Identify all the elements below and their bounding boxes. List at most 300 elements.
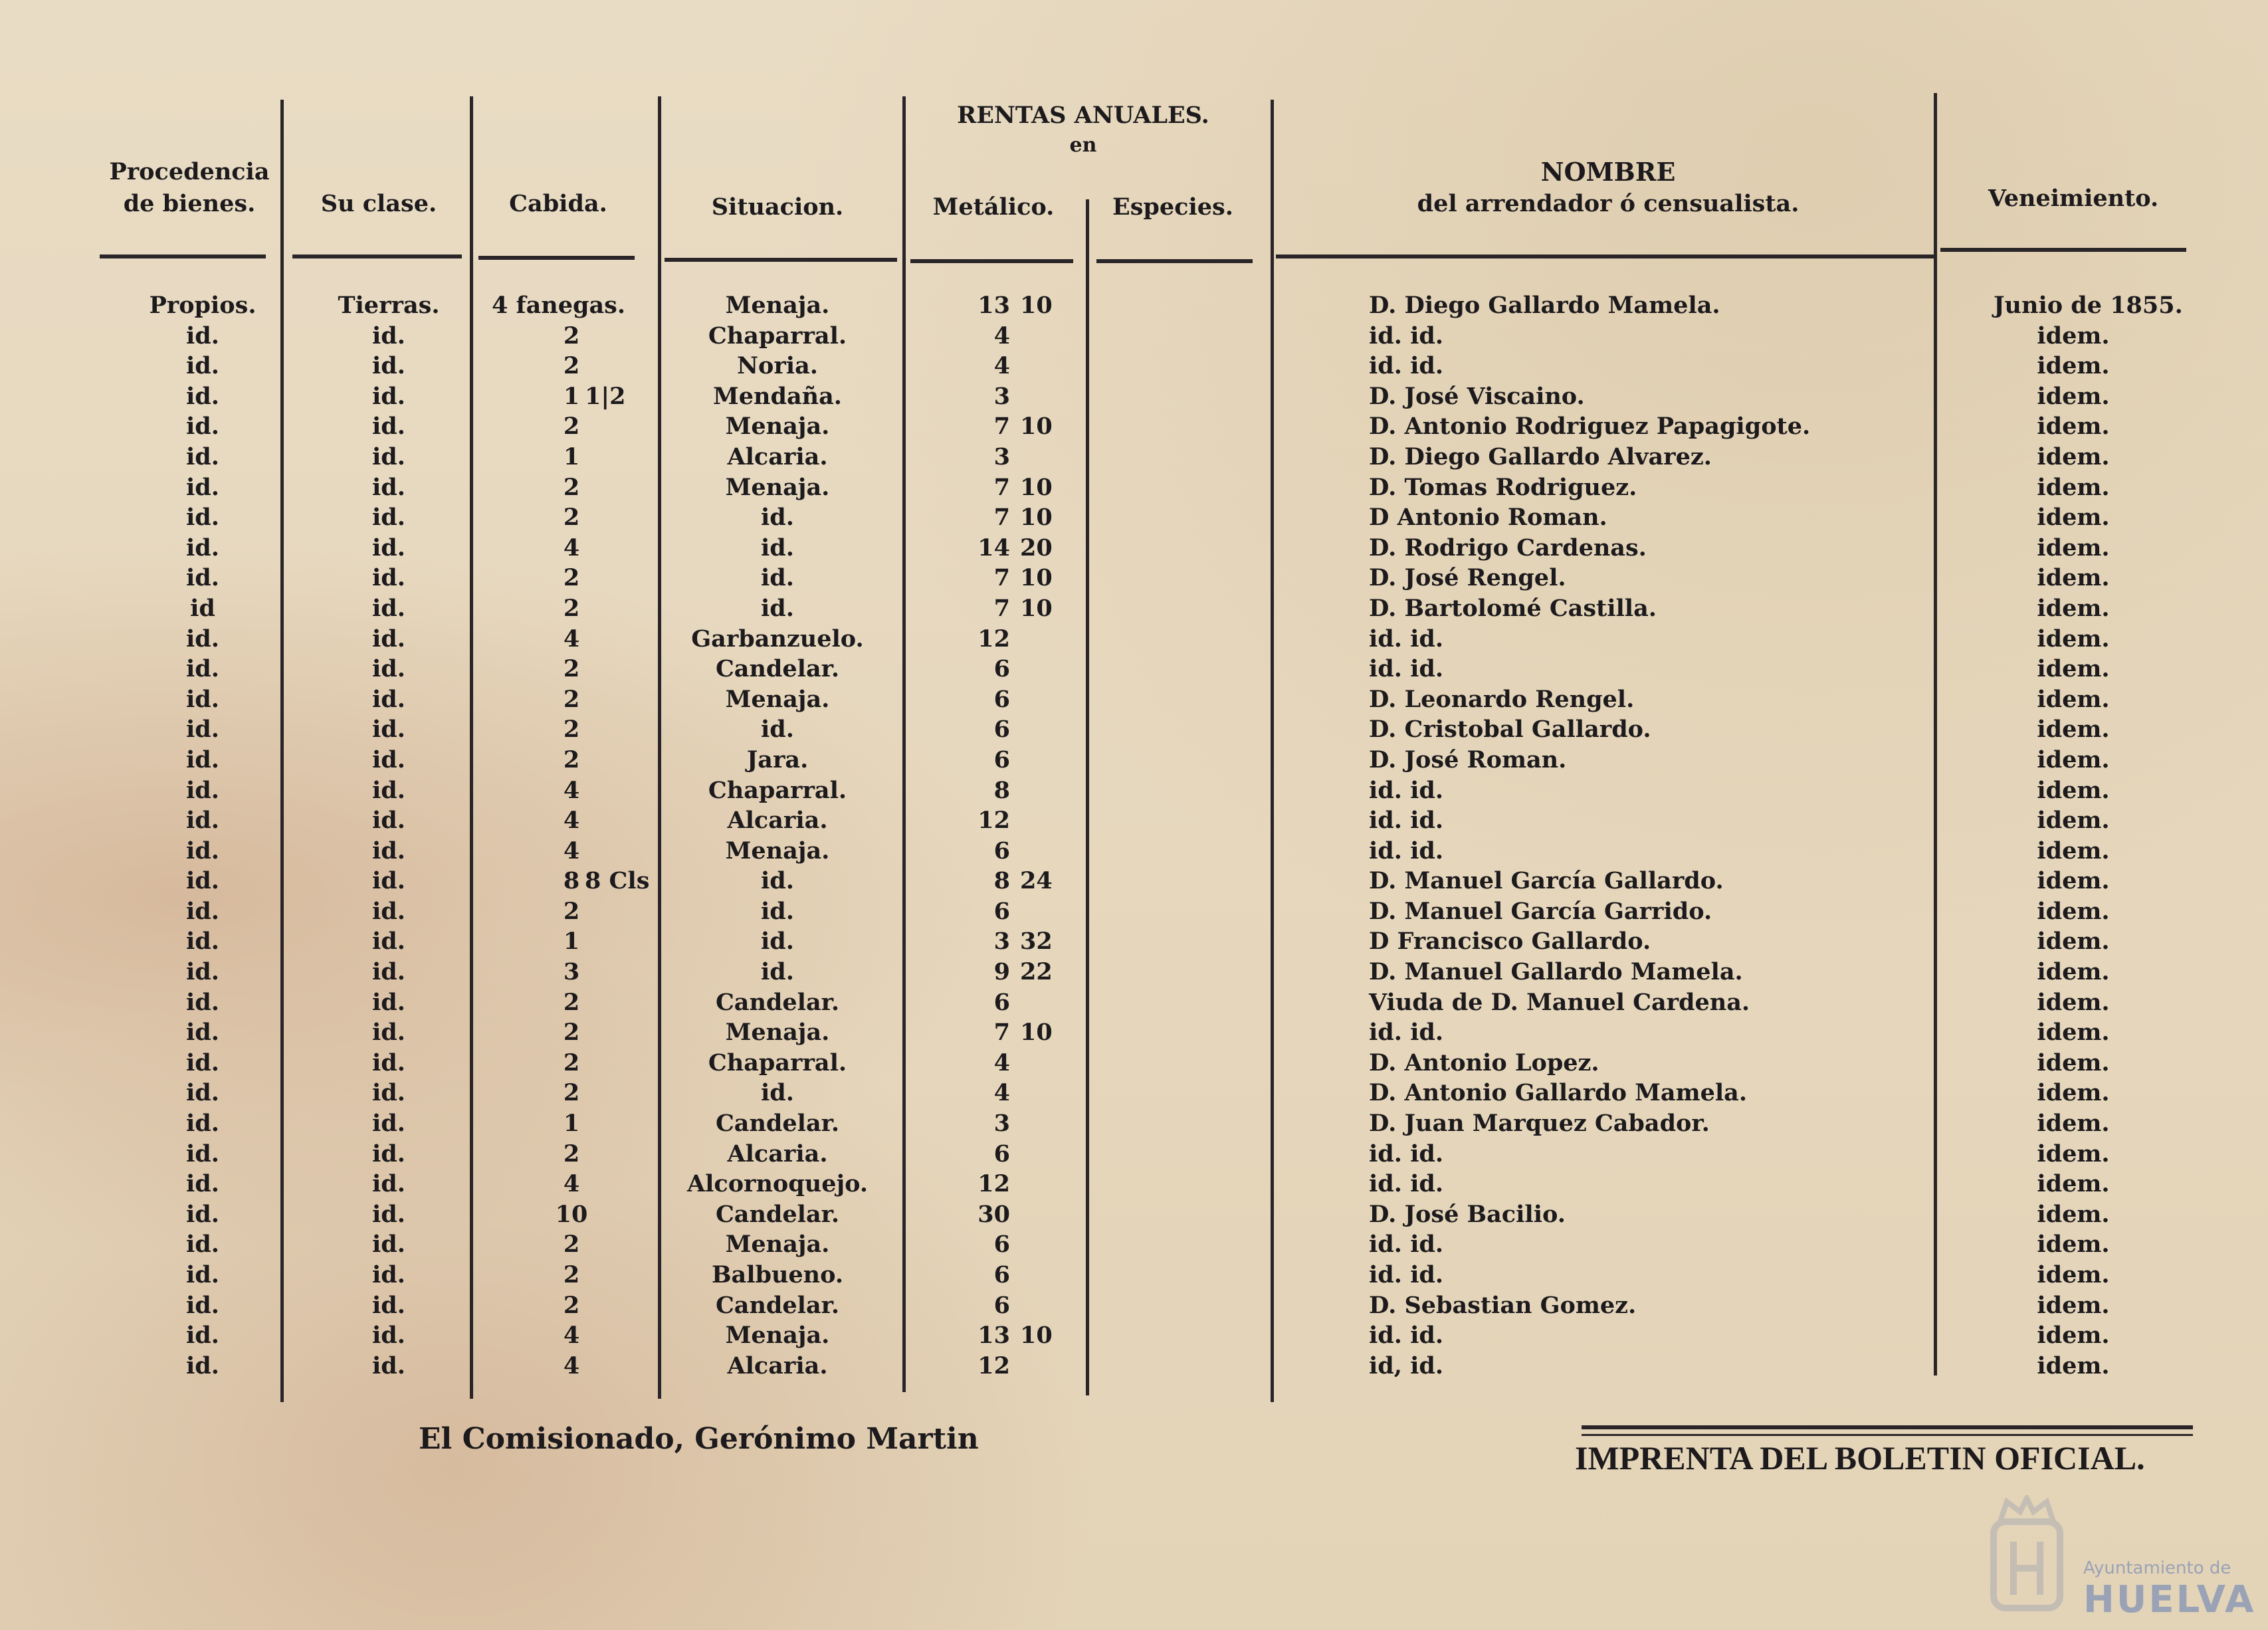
- cell-situacion: Alcaria.: [727, 1352, 828, 1379]
- cell-nombre: id. id.: [1369, 1261, 1444, 1288]
- cell-clase: id.: [372, 716, 405, 744]
- cell-vencimiento: idem.: [2037, 1049, 2110, 1076]
- cell-metalico-maravedis: 10: [1020, 504, 1053, 532]
- cell-nombre: D. Sebastian Gomez.: [1369, 1291, 1637, 1319]
- header-vencimiento: Veneimiento.: [1988, 185, 2159, 212]
- cell-situacion: id.: [761, 1079, 794, 1107]
- cell-nombre: id. id.: [1369, 625, 1444, 653]
- cell-vencimiento: idem.: [2037, 1140, 2110, 1168]
- cell-clase: id.: [372, 1200, 405, 1228]
- cell-metalico-reales: 8: [993, 867, 1010, 895]
- cell-metalico-reales: 7: [993, 594, 1010, 622]
- table-row: [0, 1139, 2268, 1170]
- cell-clase: id.: [372, 594, 405, 622]
- cell-situacion: id.: [761, 958, 794, 986]
- footer-comisionado: El Comisionado, Gerónimo Martin: [419, 1422, 979, 1456]
- cell-clase: id.: [372, 928, 405, 956]
- cell-vencimiento: idem.: [2037, 655, 2110, 683]
- table-row: [0, 593, 2268, 624]
- cell-cabida: 2: [563, 1231, 580, 1259]
- cell-procedencia: id.: [186, 776, 219, 804]
- cell-vencimiento: Junio de 1855.: [1994, 292, 2183, 319]
- cell-nombre: D. Diego Gallardo Alvarez.: [1369, 443, 1712, 470]
- cell-metalico-reales: 6: [993, 1261, 1010, 1288]
- cell-cabida: 4: [563, 534, 580, 561]
- cell-cabida: 4: [563, 807, 580, 835]
- cell-vencimiento: idem.: [2037, 534, 2110, 561]
- cell-cabida: 1: [563, 443, 580, 470]
- cell-clase: id.: [372, 1079, 405, 1107]
- cell-cabida: 4: [563, 776, 580, 804]
- cell-clase: id.: [372, 1352, 405, 1379]
- cell-cabida: 2: [563, 1291, 580, 1319]
- cell-procedencia: id.: [186, 625, 219, 653]
- table-row: [0, 411, 2268, 442]
- cell-clase: id.: [372, 837, 405, 865]
- cell-cabida-fraction: 8 Cls: [585, 867, 650, 895]
- table-row: [0, 563, 2268, 593]
- cell-procedencia: id.: [186, 1322, 219, 1350]
- cell-clase: id.: [372, 685, 405, 713]
- header-procedencia: Procedencia de bienes.: [109, 158, 270, 217]
- header-rentas-en: en: [1069, 134, 1097, 157]
- cell-vencimiento: idem.: [2037, 352, 2110, 380]
- cell-situacion: Alcaria.: [727, 443, 828, 470]
- header-especies: Especies.: [1112, 193, 1233, 221]
- cell-situacion: Noria.: [737, 352, 818, 380]
- table-row: [0, 442, 2268, 472]
- header-rule: [1940, 248, 2186, 252]
- table-row: [0, 957, 2268, 987]
- cell-procedencia: id.: [186, 473, 219, 501]
- cell-clase: id.: [372, 1110, 405, 1138]
- cell-clase: id.: [372, 776, 405, 804]
- cell-clase: id.: [372, 807, 405, 835]
- cell-nombre: D. Tomas Rodriguez.: [1369, 473, 1637, 501]
- cell-cabida: 4 fanegas.: [492, 292, 626, 319]
- table-row: [0, 624, 2268, 655]
- cell-clase: id.: [372, 1291, 405, 1319]
- cell-clase: id.: [372, 1322, 405, 1350]
- cell-clase: id.: [372, 322, 405, 350]
- cell-procedencia: id.: [186, 352, 219, 380]
- cell-situacion: Candelar.: [715, 1200, 840, 1228]
- cell-clase: id.: [372, 473, 405, 501]
- cell-procedencia: id.: [186, 1231, 219, 1259]
- cell-procedencia: id.: [186, 867, 219, 895]
- cell-situacion: Candelar.: [715, 655, 840, 683]
- cell-vencimiento: idem.: [2037, 322, 2110, 350]
- cell-situacion: Menaja.: [725, 1322, 830, 1350]
- table-row: [0, 1169, 2268, 1199]
- cell-situacion: Menaja.: [725, 292, 830, 319]
- cell-vencimiento: idem.: [2037, 413, 2110, 441]
- cell-metalico-reales: 14: [978, 534, 1010, 561]
- cell-metalico-reales: 7: [993, 1019, 1010, 1047]
- cell-nombre: D. Leonardo Rengel.: [1369, 685, 1635, 713]
- cell-situacion: Chaparral.: [708, 1049, 847, 1076]
- cell-cabida: 2: [563, 322, 580, 350]
- cell-metalico-reales: 12: [978, 1170, 1010, 1198]
- cell-metalico-reales: 6: [993, 655, 1010, 683]
- cell-cabida: 4: [563, 625, 580, 653]
- cell-cabida: 2: [563, 1079, 580, 1107]
- cell-vencimiento: idem.: [2037, 958, 2110, 986]
- cell-vencimiento: idem.: [2037, 1322, 2110, 1350]
- cell-metalico-reales: 7: [993, 564, 1010, 592]
- cell-metalico-reales: 13: [978, 1322, 1010, 1350]
- table-row: [0, 1108, 2268, 1139]
- cell-cabida: 4: [563, 1170, 580, 1198]
- cell-metalico-reales: 9: [993, 958, 1010, 986]
- cell-situacion: Mendaña.: [713, 382, 842, 410]
- cell-cabida: 1: [563, 1110, 580, 1138]
- cell-vencimiento: idem.: [2037, 716, 2110, 744]
- cell-cabida: 2: [563, 1261, 580, 1288]
- cell-situacion: Alcaria.: [727, 807, 828, 835]
- cell-vencimiento: idem.: [2037, 1110, 2110, 1138]
- cell-vencimiento: idem.: [2037, 594, 2110, 622]
- cell-metalico-reales: 8: [993, 776, 1010, 804]
- cell-cabida: 2: [563, 655, 580, 683]
- table-row: [0, 533, 2268, 563]
- cell-metalico-maravedis: 10: [1020, 1322, 1053, 1350]
- cell-situacion: id.: [761, 564, 794, 592]
- cell-vencimiento: idem.: [2037, 685, 2110, 713]
- cell-vencimiento: idem.: [2037, 807, 2110, 835]
- cell-procedencia: id.: [186, 382, 219, 410]
- cell-metalico-reales: 6: [993, 1140, 1010, 1168]
- cell-metalico-reales: 7: [993, 504, 1010, 532]
- cell-metalico-maravedis: 20: [1020, 534, 1053, 561]
- cell-vencimiento: idem.: [2037, 382, 2110, 410]
- cell-vencimiento: idem.: [2037, 473, 2110, 501]
- cell-situacion: id.: [761, 867, 794, 895]
- cell-clase: id.: [372, 1170, 405, 1198]
- cell-nombre: D. Antonio Gallardo Mamela.: [1369, 1079, 1748, 1107]
- cell-metalico-maravedis: 10: [1020, 594, 1053, 622]
- table-row: [0, 987, 2268, 1018]
- cell-situacion: Garbanzuelo.: [691, 625, 864, 653]
- cell-nombre: D. Antonio Rodriguez Papagigote.: [1369, 413, 1811, 441]
- cell-clase: id.: [372, 958, 405, 986]
- cell-metalico-reales: 6: [993, 1231, 1010, 1259]
- cell-procedencia: id.: [186, 564, 219, 592]
- cell-nombre: D. José Rengel.: [1369, 564, 1566, 592]
- cell-procedencia: id.: [186, 1170, 219, 1198]
- header-nombre: NOMBRE: [1540, 157, 1676, 187]
- cell-metalico-reales: 12: [978, 1352, 1010, 1379]
- cell-procedencia: id.: [186, 1049, 219, 1076]
- cell-situacion: Menaja.: [725, 1019, 830, 1047]
- cell-situacion: Balbueno.: [711, 1261, 844, 1288]
- table-row: [0, 654, 2268, 684]
- table-row: [0, 1078, 2268, 1108]
- cell-metalico-maravedis: 10: [1020, 292, 1053, 319]
- table-row: [0, 745, 2268, 775]
- watermark-line1: Ayuntamiento de: [2083, 1558, 2231, 1578]
- cell-procedencia: id.: [186, 807, 219, 835]
- header-metalico: Metálico.: [932, 193, 1055, 221]
- cell-procedencia: id.: [186, 1352, 219, 1379]
- cell-cabida: 2: [563, 504, 580, 532]
- cell-nombre: id. id.: [1369, 837, 1444, 865]
- cell-clase: id.: [372, 1231, 405, 1259]
- cell-metalico-reales: 6: [993, 837, 1010, 865]
- cell-procedencia: id.: [186, 534, 219, 561]
- cell-procedencia: id.: [186, 716, 219, 744]
- cell-cabida: 2: [563, 352, 580, 380]
- cell-procedencia: id.: [186, 928, 219, 956]
- cell-nombre: id. id.: [1369, 1170, 1444, 1198]
- header-clase: Su clase.: [320, 190, 437, 217]
- header-rule: [665, 258, 897, 262]
- cell-metalico-reales: 30: [978, 1200, 1010, 1228]
- footer-rule: [1582, 1434, 2193, 1436]
- cell-nombre: id. id.: [1369, 1140, 1444, 1168]
- cell-metalico-reales: 6: [993, 897, 1010, 925]
- cell-procedencia: id.: [186, 1019, 219, 1047]
- table-row: [0, 684, 2268, 715]
- cell-cabida: 2: [563, 685, 580, 713]
- header-situacion: Situacion.: [711, 193, 844, 221]
- header-rule: [910, 259, 1073, 263]
- cell-cabida: 10: [555, 1200, 588, 1228]
- table-row: [0, 321, 2268, 352]
- cell-situacion: Menaja.: [725, 685, 830, 713]
- table-row: [0, 805, 2268, 836]
- cell-metalico-reales: 3: [993, 443, 1010, 470]
- cell-clase: id.: [372, 382, 405, 410]
- cell-nombre: D. Juan Marquez Cabador.: [1369, 1110, 1710, 1138]
- cell-clase: id.: [372, 625, 405, 653]
- cell-nombre: D. Antonio Lopez.: [1369, 1049, 1599, 1076]
- table-row: [0, 714, 2268, 745]
- cell-procedencia: Propios.: [149, 292, 257, 319]
- cell-situacion: Chaparral.: [708, 776, 847, 804]
- table-row: [0, 1260, 2268, 1290]
- header-rule: [1096, 259, 1253, 263]
- cell-vencimiento: idem.: [2037, 1079, 2110, 1107]
- cell-metalico-reales: 6: [993, 1291, 1010, 1319]
- cell-nombre: id. id.: [1369, 322, 1444, 350]
- cell-clase: id.: [372, 534, 405, 561]
- cell-situacion: Menaja.: [725, 1231, 830, 1259]
- cell-nombre: D. Manuel García Gallardo.: [1369, 867, 1724, 895]
- cell-metalico-maravedis: 24: [1020, 867, 1053, 895]
- cell-cabida: 2: [563, 988, 580, 1016]
- cell-situacion: Candelar.: [715, 1291, 840, 1319]
- table-row: [0, 926, 2268, 957]
- cell-clase: id.: [372, 564, 405, 592]
- table-row: [0, 896, 2268, 927]
- cell-cabida: 4: [563, 837, 580, 865]
- cell-nombre: D. Manuel Gallardo Mamela.: [1369, 958, 1743, 986]
- cell-procedencia: id.: [186, 1261, 219, 1288]
- cell-nombre: D Francisco Gallardo.: [1369, 928, 1651, 956]
- table-row: [0, 1351, 2268, 1381]
- watermark-line2: HUELVA: [2083, 1578, 2256, 1621]
- cell-situacion: id.: [761, 504, 794, 532]
- cell-clase: id.: [372, 1019, 405, 1047]
- header-rentas: RENTAS ANUALES.: [957, 102, 1209, 129]
- cell-metalico-reales: 6: [993, 746, 1010, 773]
- cell-cabida: 2: [563, 746, 580, 773]
- cell-metalico-reales: 6: [993, 685, 1010, 713]
- cell-vencimiento: idem.: [2037, 1170, 2110, 1198]
- cell-metalico-reales: 4: [993, 352, 1010, 380]
- cell-cabida: 2: [563, 1140, 580, 1168]
- cell-nombre: D. Manuel García Garrido.: [1369, 897, 1712, 925]
- cell-cabida: 2: [563, 413, 580, 441]
- cell-nombre: D. José Viscaino.: [1369, 382, 1585, 410]
- cell-nombre: Viuda de D. Manuel Cardena.: [1369, 988, 1750, 1016]
- cell-metalico-reales: 3: [993, 382, 1010, 410]
- cell-clase: Tierras.: [338, 292, 440, 319]
- cell-nombre: id. id.: [1369, 655, 1444, 683]
- cell-clase: id.: [372, 655, 405, 683]
- cell-metalico-maravedis: 10: [1020, 564, 1053, 592]
- table-row: [0, 381, 2268, 412]
- cell-situacion: id.: [761, 897, 794, 925]
- cell-procedencia: id.: [186, 746, 219, 773]
- cell-vencimiento: idem.: [2037, 897, 2110, 925]
- cell-clase: id.: [372, 352, 405, 380]
- cell-clase: id.: [372, 988, 405, 1016]
- cell-procedencia: id.: [186, 443, 219, 470]
- cell-procedencia: id.: [186, 1110, 219, 1138]
- cell-cabida: 2: [563, 897, 580, 925]
- header-nombre-sub: del arrendador ó censualista.: [1417, 190, 1800, 217]
- cell-procedencia: id.: [186, 1140, 219, 1168]
- cell-vencimiento: idem.: [2037, 504, 2110, 532]
- table-row: [0, 1048, 2268, 1078]
- cell-vencimiento: idem.: [2037, 776, 2110, 804]
- cell-nombre: D. Diego Gallardo Mamela.: [1369, 292, 1720, 319]
- cell-nombre: id. id.: [1369, 1019, 1444, 1047]
- cell-vencimiento: idem.: [2037, 746, 2110, 773]
- table-row: [0, 1017, 2268, 1048]
- cell-procedencia: id.: [186, 504, 219, 532]
- cell-situacion: Menaja.: [725, 837, 830, 865]
- cell-situacion: id.: [761, 716, 794, 744]
- cell-situacion: id.: [761, 928, 794, 956]
- cell-clase: id.: [372, 504, 405, 532]
- cell-nombre: id. id.: [1369, 807, 1444, 835]
- cell-metalico-reales: 7: [993, 473, 1010, 501]
- cell-cabida: 4: [563, 1352, 580, 1379]
- cell-procedencia: id: [190, 594, 215, 622]
- cell-procedencia: id.: [186, 685, 219, 713]
- cell-procedencia: id.: [186, 413, 219, 441]
- cell-nombre: D. José Roman.: [1369, 746, 1567, 773]
- cell-situacion: id.: [761, 594, 794, 622]
- cell-vencimiento: idem.: [2037, 564, 2110, 592]
- table-row: [0, 290, 2268, 321]
- cell-situacion: Jara.: [746, 746, 809, 773]
- cell-nombre: D Antonio Roman.: [1369, 504, 1607, 532]
- cell-metalico-reales: 7: [993, 413, 1010, 441]
- cell-cabida: 2: [563, 1049, 580, 1076]
- table-row: [0, 351, 2268, 381]
- cell-vencimiento: idem.: [2037, 837, 2110, 865]
- cell-vencimiento: idem.: [2037, 867, 2110, 895]
- cell-procedencia: id.: [186, 655, 219, 683]
- cell-nombre: id, id.: [1369, 1352, 1444, 1379]
- cell-clase: id.: [372, 746, 405, 773]
- cell-metalico-reales: 13: [978, 292, 1010, 319]
- cell-situacion: Candelar.: [715, 988, 840, 1016]
- cell-cabida: 8: [563, 867, 580, 895]
- table-row: [0, 502, 2268, 533]
- cell-procedencia: id.: [186, 988, 219, 1016]
- cell-vencimiento: idem.: [2037, 1200, 2110, 1228]
- header-rule: [478, 256, 635, 260]
- cell-clase: id.: [372, 443, 405, 470]
- table-row: [0, 1290, 2268, 1321]
- cell-metalico-reales: 3: [993, 928, 1010, 956]
- cell-metalico-reales: 3: [993, 1110, 1010, 1138]
- cell-vencimiento: idem.: [2037, 928, 2110, 956]
- cell-metalico-reales: 12: [978, 625, 1010, 653]
- cell-metalico-reales: 4: [993, 322, 1010, 350]
- cell-procedencia: id.: [186, 897, 219, 925]
- table-row: [0, 1229, 2268, 1260]
- cell-cabida: 2: [563, 716, 580, 744]
- header-rule: [1276, 255, 1934, 258]
- cell-clase: id.: [372, 1140, 405, 1168]
- cell-cabida: 1: [563, 928, 580, 956]
- table-row: [0, 866, 2268, 896]
- cell-situacion: Alcornoquejo.: [686, 1170, 869, 1198]
- cell-metalico-reales: 6: [993, 988, 1010, 1016]
- shield-icon: [1987, 1495, 2067, 1615]
- footer-imprenta: IMPRENTA DEL BOLETIN OFICIAL.: [1575, 1439, 2145, 1477]
- cell-metalico-maravedis: 10: [1020, 473, 1053, 501]
- cell-procedencia: id.: [186, 958, 219, 986]
- cell-procedencia: id.: [186, 837, 219, 865]
- cell-metalico-maravedis: 22: [1020, 958, 1053, 986]
- cell-cabida: 2: [563, 473, 580, 501]
- cell-cabida-fraction: 1|2: [585, 382, 626, 410]
- cell-clase: id.: [372, 897, 405, 925]
- header-cabida: Cabida.: [509, 190, 607, 217]
- cell-procedencia: id.: [186, 1200, 219, 1228]
- cell-nombre: D. Bartolomé Castilla.: [1369, 594, 1657, 622]
- cell-nombre: id. id.: [1369, 352, 1444, 380]
- cell-metalico-reales: 12: [978, 807, 1010, 835]
- cell-nombre: D. José Bacilio.: [1369, 1200, 1566, 1228]
- cell-situacion: Menaja.: [725, 413, 830, 441]
- cell-procedencia: id.: [186, 322, 219, 350]
- cell-vencimiento: idem.: [2037, 1261, 2110, 1288]
- cell-nombre: id. id.: [1369, 776, 1444, 804]
- footer-rule: [1582, 1425, 2193, 1429]
- table-row: [0, 836, 2268, 866]
- cell-situacion: Candelar.: [715, 1110, 840, 1138]
- cell-nombre: id. id.: [1369, 1231, 1444, 1259]
- cell-cabida: 4: [563, 1322, 580, 1350]
- table-row: [0, 1320, 2268, 1351]
- cell-situacion: Alcaria.: [727, 1140, 828, 1168]
- cell-metalico-maravedis: 10: [1020, 1019, 1053, 1047]
- cell-vencimiento: idem.: [2037, 1231, 2110, 1259]
- cell-clase: id.: [372, 413, 405, 441]
- cell-cabida: 2: [563, 564, 580, 592]
- cell-cabida: 2: [563, 594, 580, 622]
- cell-cabida: 3: [563, 958, 580, 986]
- cell-clase: id.: [372, 1261, 405, 1288]
